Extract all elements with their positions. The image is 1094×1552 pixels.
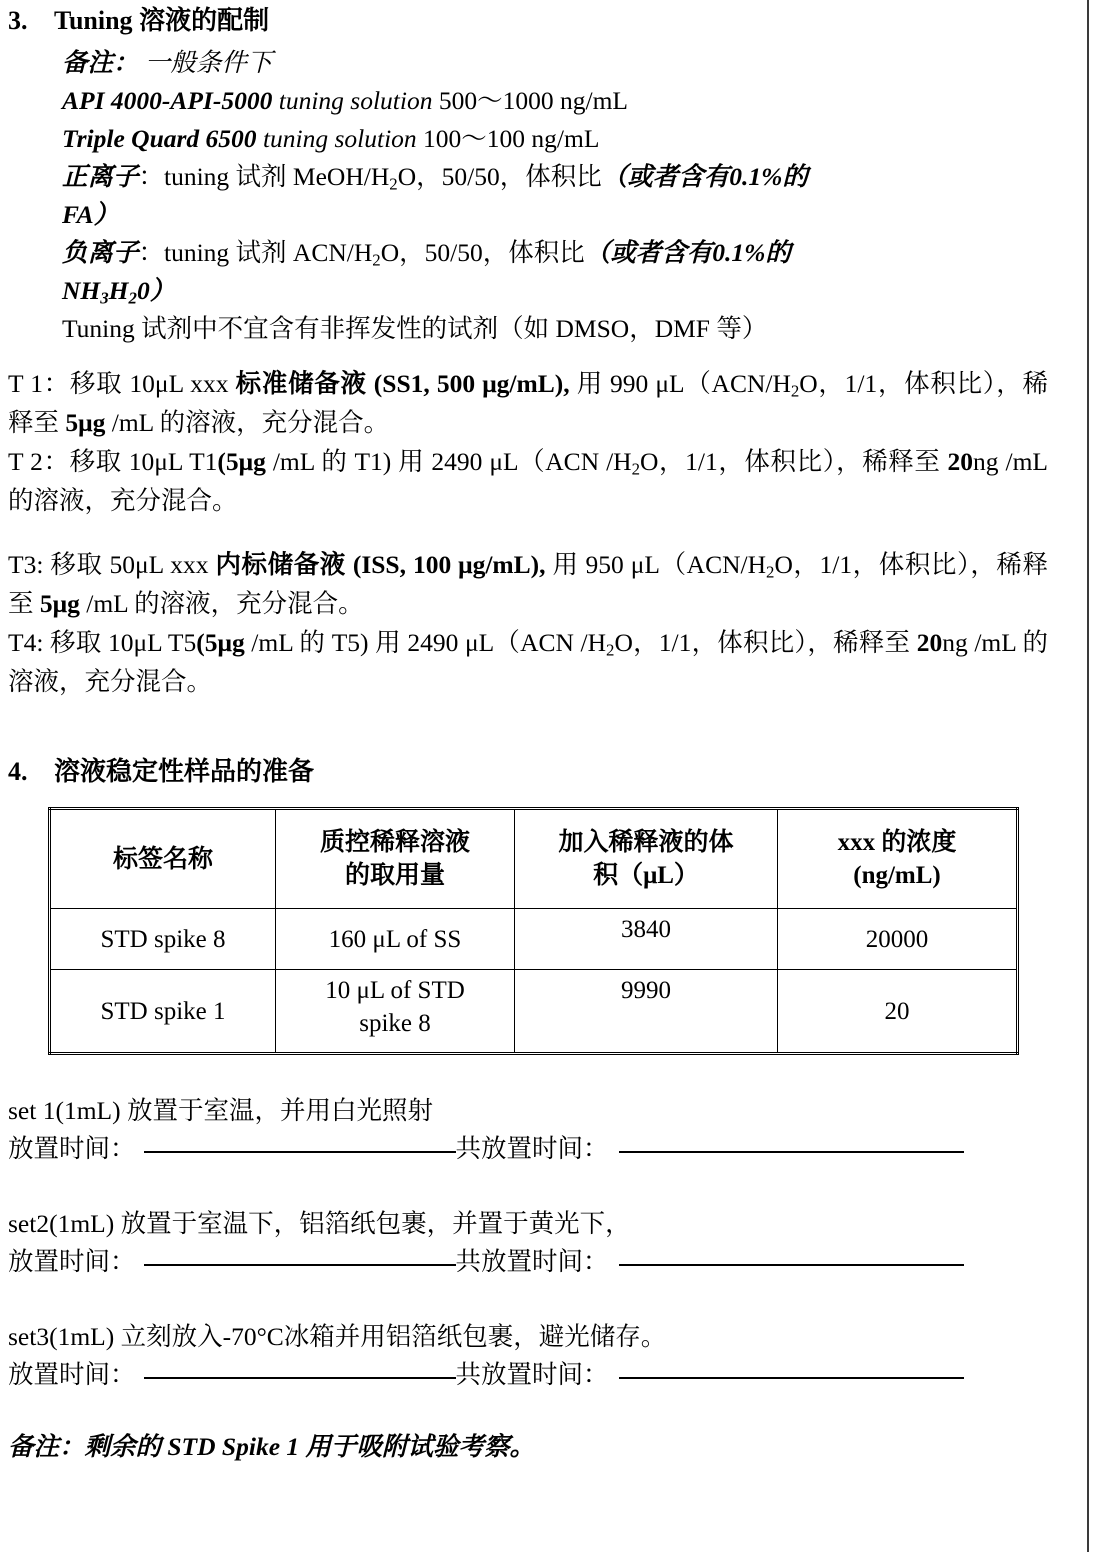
t3-b1: 内标储备液 (ISS, 100 μg/mL), xyxy=(215,550,546,579)
set2-title: set2(1mL) 放置于室温下，铝箔纸包裹，并置于黄光下， xyxy=(8,1209,631,1238)
tuning-range-2: 100～100 ng/mL xyxy=(423,124,600,153)
header-volume-l2: 积（μL） xyxy=(593,862,699,889)
set3-field2-label: 共放置时间： xyxy=(455,1360,609,1389)
section-4-number: 4. xyxy=(8,757,28,786)
t4-b2: 20 xyxy=(916,628,943,657)
t1-sub1: 2 xyxy=(790,381,800,401)
t3-id: T3: xyxy=(8,550,51,579)
set3-field2-input[interactable] xyxy=(619,1377,964,1379)
positive-ion-line xyxy=(62,158,982,234)
t2-p2: /mL 的 T1) 用 2490 μL（ACN /H xyxy=(265,447,632,476)
t2-sub1: 2 xyxy=(631,459,641,479)
set2-field1-label: 放置时间： xyxy=(8,1247,136,1276)
t4-p3: O，1/1，体积比），稀释至 xyxy=(614,628,917,657)
set1-fields xyxy=(8,1130,1048,1168)
negative-ion-subscript: 2 xyxy=(372,250,381,270)
set3-fields xyxy=(8,1356,1048,1394)
table-header-row xyxy=(50,809,1018,909)
negative-ion-formula-pre: NH xyxy=(62,276,101,305)
t2-p4: ng /mL 的溶液，充分混合。 xyxy=(8,447,1048,515)
table-header-volume xyxy=(515,809,778,909)
stability-sample-table-wrap xyxy=(48,807,1010,1055)
positive-ion-label: 正离子 xyxy=(62,162,139,191)
row2-amount-l2: spike 8 xyxy=(359,1010,431,1037)
negative-ion-formula-sub1: 3 xyxy=(100,288,109,308)
set1-field1-label: 放置时间： xyxy=(8,1134,136,1163)
t1-p4: /mL 的溶液，充分混合。 xyxy=(105,408,390,437)
preparation-step-t2 xyxy=(8,442,1048,520)
header-label-l1: 标签名称 xyxy=(112,845,213,873)
tuning-solution-label-2: tuning solution xyxy=(256,124,424,153)
negative-ion-text2: O，50/50，体积比 xyxy=(380,238,585,267)
t3-p1: 移取 50μL xxx xyxy=(50,550,216,579)
section-3-heading xyxy=(8,4,269,38)
t4-b1: (5μg xyxy=(196,628,245,657)
positive-ion-subscript: 2 xyxy=(389,174,398,194)
row1-label: STD spike 8 xyxy=(50,909,276,970)
t2-b1: (5μg xyxy=(217,447,266,476)
table-row xyxy=(50,909,1018,970)
set2-fields xyxy=(8,1243,1048,1281)
negative-ion-formula-sub2: 2 xyxy=(128,288,137,308)
header-volume-l1: 加入稀释液的体 xyxy=(558,829,734,856)
section-3-body xyxy=(62,44,1062,348)
tuning-line-api4000 xyxy=(62,82,1062,120)
negative-ion-label: 负离子 xyxy=(62,238,139,267)
header-amount-l2: 的取用量 xyxy=(344,862,445,889)
set-block-3 xyxy=(8,1318,1048,1394)
t4-p2: /mL 的 T5) 用 2490 μL（ACN /H xyxy=(244,628,607,657)
row1-amount: 160 μL of SS xyxy=(276,909,515,970)
row2-label: STD spike 1 xyxy=(50,970,276,1054)
final-remark: 备注：剩余的 STD Spike 1 用于吸附试验考察。 xyxy=(8,1432,536,1461)
t1-b2: 5μg xyxy=(65,408,106,437)
remark-line xyxy=(62,44,1062,82)
table-header-concentration xyxy=(778,809,1018,909)
row2-amount-l1: 10 μL of STD xyxy=(325,977,465,1004)
table-header-label xyxy=(50,809,276,909)
section-3-number: 3. xyxy=(8,6,28,35)
remark-value: 一般条件下 xyxy=(144,48,273,77)
t1-id: T 1： xyxy=(8,369,70,398)
page-right-rule xyxy=(1087,0,1089,1552)
positive-ion-text: ：tuning 试剂 MeOH/H xyxy=(138,162,390,191)
set1-title: set 1(1mL) 放置于室温，并用白光照射 xyxy=(8,1096,433,1125)
t3-p2: 用 950 μL（ACN/H xyxy=(545,550,767,579)
preparation-step-t4 xyxy=(8,623,1048,701)
set2-field2-input[interactable] xyxy=(619,1264,964,1266)
header-conc-l2: (ng/mL) xyxy=(853,862,941,889)
positive-ion-emphasis: （或者含有0.1%的 xyxy=(601,162,808,191)
t1-b1: 标准储备液 (SS1, 500 μg/mL), xyxy=(235,369,570,398)
t1-p3: O，1/1，体积比），稀释至 xyxy=(8,369,1048,437)
t2-id: T 2： xyxy=(8,447,70,476)
t2-b2: 20 xyxy=(947,447,973,476)
t1-p1: 移取 10μL xxx xyxy=(69,369,236,398)
set3-field1-input[interactable] xyxy=(144,1377,456,1379)
row1-volume: 3840 xyxy=(515,909,778,970)
set3-field1-label: 放置时间： xyxy=(8,1360,136,1389)
t3-b2: 5μg xyxy=(39,589,80,618)
t3-p4: /mL 的溶液，充分混合。 xyxy=(79,589,364,618)
set3-title: set3(1mL) 立刻放入-70°C冰箱并用铝箔纸包裹，避光储存。 xyxy=(8,1322,667,1351)
section-4-heading xyxy=(8,755,314,789)
t2-p1: 移取 10μL T1 xyxy=(69,447,218,476)
row1-concentration: 20000 xyxy=(778,909,1018,970)
t4-sub1: 2 xyxy=(606,640,615,660)
tuning-closing-line: Tuning 试剂中不宜含有非挥发性的试剂（如 DMSO，DMF 等） xyxy=(62,314,768,343)
t2-p3: O，1/1，体积比），稀释至 xyxy=(640,447,948,476)
row2-volume: 9990 xyxy=(515,970,778,1054)
set1-field2-input[interactable] xyxy=(619,1151,964,1153)
stability-sample-table xyxy=(48,807,1019,1055)
negative-ion-formula-mid: H xyxy=(108,276,129,305)
set1-field2-label: 共放置时间： xyxy=(455,1134,609,1163)
section-3-title-en: Tuning xyxy=(54,6,133,35)
row2-concentration: 20 xyxy=(778,970,1018,1054)
t1-p2: 用 990 μL（ACN/H xyxy=(569,369,791,398)
t3-p3: O，1/1，体积比），稀释至 xyxy=(8,550,1048,618)
tuning-solution-label-1: tuning solution xyxy=(272,86,439,115)
set1-field1-input[interactable] xyxy=(144,1151,456,1153)
preparation-step-t1 xyxy=(8,364,1048,442)
section-4-title: 溶液稳定性样品的准备 xyxy=(54,757,315,786)
row2-amount xyxy=(276,970,515,1054)
set2-field1-input[interactable] xyxy=(144,1264,456,1266)
table-header-amount xyxy=(276,809,515,909)
negative-ion-emphasis: （或者含有0.1%的 xyxy=(584,238,791,267)
negative-ion-text: ：tuning 试剂 ACN/H xyxy=(138,238,373,267)
preparation-step-t3 xyxy=(8,545,1048,623)
tuning-range-1: 500～1000 ng/mL xyxy=(438,86,628,115)
remark-label: 备注： xyxy=(62,48,139,77)
section-3-title-zh: 溶液的配制 xyxy=(139,6,270,35)
set-block-1 xyxy=(8,1092,1048,1168)
negative-ion-formula-post: 0） xyxy=(136,276,176,305)
table-row xyxy=(50,970,1018,1054)
tuning-instrument-1: API 4000-API-5000 xyxy=(62,86,273,115)
positive-ion-emphasis-2: FA） xyxy=(62,200,120,229)
negative-ion-line xyxy=(62,234,982,310)
header-conc-l1: xxx 的浓度 xyxy=(837,829,957,856)
tuning-line-triplequard xyxy=(62,120,1062,158)
set2-field2-label: 共放置时间： xyxy=(455,1247,609,1276)
t4-p4: ng /mL 的溶液，充分混合。 xyxy=(8,628,1048,696)
header-amount-l1: 质控稀释溶液 xyxy=(319,829,470,856)
t4-id: T4: xyxy=(8,628,50,657)
t4-p1: 移取 10μL T5 xyxy=(50,628,197,657)
set-block-2 xyxy=(8,1205,1048,1281)
positive-ion-text2: O，50/50，体积比 xyxy=(397,162,602,191)
tuning-instrument-2: Triple Quard 6500 xyxy=(62,124,257,153)
t3-sub1: 2 xyxy=(766,562,775,582)
